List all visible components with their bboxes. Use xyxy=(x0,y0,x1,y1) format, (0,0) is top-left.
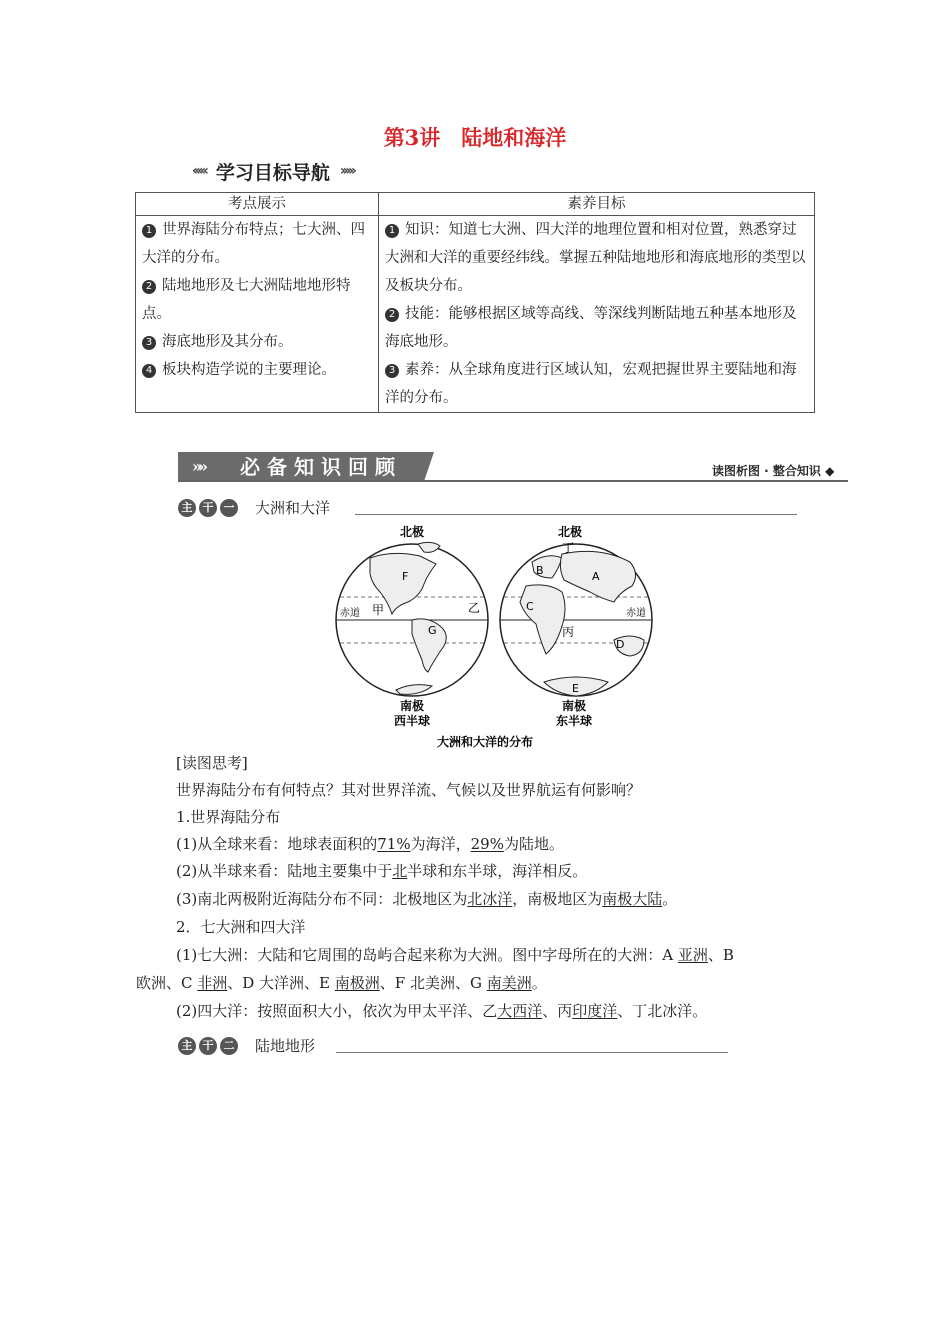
answer-blank: 南极大陆 xyxy=(602,890,663,908)
answer-blank: 亚洲 xyxy=(677,946,708,964)
number-badge: 1 xyxy=(142,224,156,238)
chevron-right-icon: ››››› xyxy=(339,163,354,179)
map-letter-c: C xyxy=(526,600,534,613)
topic-heading-2 xyxy=(178,1035,315,1056)
answer-blank: 北 xyxy=(392,862,408,880)
literacy-item-text: 技能：能够根据区域等高线、等深线判断陆地五种基本地形及海底地形。 xyxy=(385,306,797,350)
topic-label: 陆地地形 xyxy=(255,1037,316,1055)
ocean-label-ding: 丁 xyxy=(562,541,575,555)
answer-blank: 南极洲 xyxy=(334,974,380,992)
topic-badge-char: 主 xyxy=(178,1037,196,1055)
think-question: 世界海陆分布有何特点？其对世界洋流、气候以及世界航运有何影响？ xyxy=(176,781,642,799)
banner-divider xyxy=(178,480,848,482)
ocean-label-bing: 丙 xyxy=(562,625,575,639)
number-badge: 1 xyxy=(385,224,399,238)
section-2-item-1-line-2: 欧洲、C 非洲、D 大洋洲、E 南极洲、F 北美洲、G 南美洲。 xyxy=(136,974,547,992)
north-pole-label-west: 北极 xyxy=(400,525,425,539)
double-chevron-icon: »» xyxy=(192,457,204,476)
north-pole-label-east: 北极 xyxy=(558,525,583,539)
goals-col2-header: 素养目标 xyxy=(379,193,815,216)
answer-blank: 非洲 xyxy=(197,974,228,992)
goal-item xyxy=(142,328,372,356)
goals-table xyxy=(135,192,815,413)
goal-item-text: 板块构造学说的主要理论。 xyxy=(162,362,336,378)
equator-label: 赤道 xyxy=(626,608,646,619)
number-badge: 4 xyxy=(142,364,156,378)
goals-col2-cell xyxy=(379,216,815,413)
literacy-item-text: 知识：知道七大洲、四大洋的地理位置和相对位置，熟悉穿过大洲和大洋的重要经纬线。掌握五种陆地地形和海底地形的类型以及板块分布。 xyxy=(385,222,806,294)
goal-item-text: 海底地形及其分布。 xyxy=(162,334,293,350)
topic-badge-char: 干 xyxy=(199,499,217,517)
section-1-item-1: (1)从全球来看：地球表面积的71%为海洋，29%为陆地。 xyxy=(176,835,564,853)
think-label: [读图思考] xyxy=(176,754,248,772)
answer-blank: 北冰洋 xyxy=(467,890,513,908)
topic-label: 大洲和大洋 xyxy=(255,499,331,517)
section-2-item-2: (2)四大洋：按照面积大小，依次为甲太平洋、乙大西洋、丙印度洋、丁北冰洋。 xyxy=(176,1002,708,1020)
eastern-hemisphere xyxy=(500,524,652,728)
section-2-title: 2．七大洲和四大洋 xyxy=(176,918,306,936)
section-1-item-2: (2)从半球来看：陆地主要集中于北半球和东半球，海洋相反。 xyxy=(176,862,588,880)
goal-item xyxy=(142,356,372,384)
section-2-item-1-line-1: (1)七大洲：大陆和它周围的岛屿合起来称为大洲。图中字母所在的大洲：A 亚洲、B xyxy=(176,946,734,964)
continents-oceans-map xyxy=(300,522,670,750)
topic-badge-char: 干 xyxy=(199,1037,217,1055)
number-badge: 2 xyxy=(142,280,156,294)
literacy-item xyxy=(385,356,808,412)
number-badge: 2 xyxy=(385,308,399,322)
map-letter-d: D xyxy=(616,638,625,651)
map-letter-f: F xyxy=(402,570,409,583)
topic-rule xyxy=(355,514,797,515)
goal-item-text: 世界海陆分布特点；七大洲、四大洋的分布。 xyxy=(142,222,365,266)
topic-badge-char: 二 xyxy=(220,1037,238,1055)
answer-blank: 29% xyxy=(470,835,504,853)
map-letter-a: A xyxy=(592,570,600,583)
goals-col1-header: 考点展示 xyxy=(136,193,379,216)
literacy-item xyxy=(385,300,808,356)
answer-blank: 大西洋 xyxy=(497,1002,543,1020)
map-letter-b: B xyxy=(536,564,544,577)
chevron-left-icon: ‹‹‹‹‹ xyxy=(192,163,206,179)
section-1-item-3: (3)南北两极附近海陆分布不同：北极地区为北冰洋，南极地区为南极大陆。 xyxy=(176,890,678,908)
section-1-title: 1.世界海陆分布 xyxy=(176,808,281,826)
map-caption: 大洲和大洋的分布 xyxy=(436,735,534,749)
section-banner-subtitle: 读图析图 · 整合知识 ◆ xyxy=(712,464,835,478)
goal-item xyxy=(142,272,372,328)
goals-col1-cell xyxy=(136,216,379,413)
map-letter-g: G xyxy=(428,624,437,637)
goals-header xyxy=(182,158,422,184)
answer-blank: 南美洲 xyxy=(486,974,532,992)
ocean-label-jia: 甲 xyxy=(372,603,385,617)
goal-item-text: 陆地地形及七大洲陆地地形特点。 xyxy=(142,278,351,322)
south-pole-label-east: 南极 xyxy=(562,699,587,713)
western-hemisphere xyxy=(336,524,488,728)
topic-badge-char: 主 xyxy=(178,499,196,517)
map-letter-e: E xyxy=(572,682,579,695)
topic-badge-char: 一 xyxy=(220,499,238,517)
goals-header-label: 学习目标导航 xyxy=(215,161,330,184)
answer-blank: 印度洋 xyxy=(572,1002,618,1020)
topic-heading-1 xyxy=(178,497,330,518)
diamond-icon: ◆ xyxy=(825,464,835,478)
east-hemisphere-label: 东半球 xyxy=(556,714,593,728)
ocean-label-yi: 乙 xyxy=(468,601,481,615)
literacy-item xyxy=(385,216,808,300)
number-badge: 3 xyxy=(385,364,399,378)
south-pole-label-west: 南极 xyxy=(400,699,425,713)
west-hemisphere-label: 西半球 xyxy=(394,714,431,728)
page-title: 第3讲 陆地和海洋 xyxy=(383,125,567,150)
number-badge: 3 xyxy=(142,336,156,350)
section-banner-label: 必备知识回顾 xyxy=(240,455,402,479)
topic-rule xyxy=(336,1052,728,1053)
literacy-item-text: 素养：从全球角度进行区域认知，宏观把握世界主要陆地和海洋的分布。 xyxy=(385,362,797,406)
answer-blank: 71% xyxy=(377,835,411,853)
equator-label: 赤道 xyxy=(340,608,360,619)
goal-item xyxy=(142,216,372,272)
